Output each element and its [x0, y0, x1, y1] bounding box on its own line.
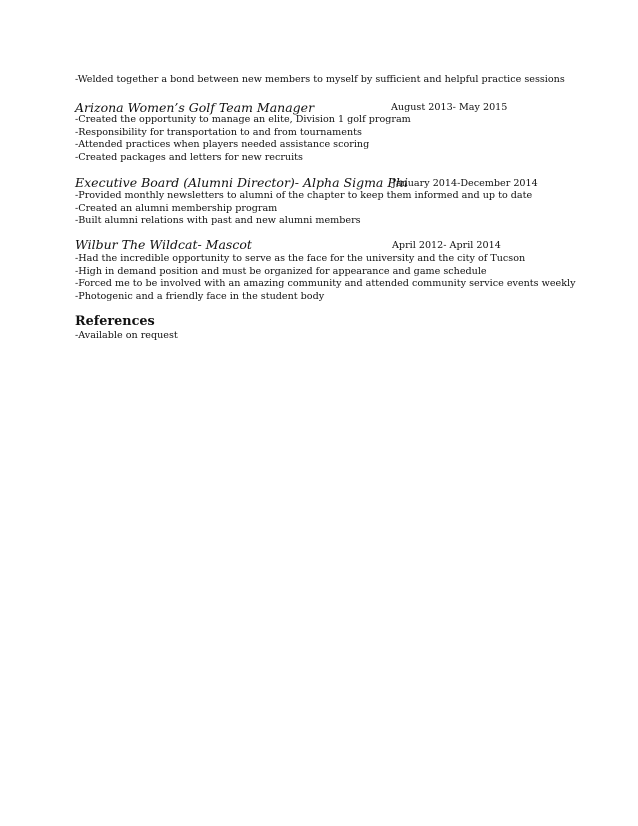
list-item: -Forced me to be involved with an amazing community and attended community service events weekly — [75, 278, 576, 290]
job-dates-executive-board: January 2014-December 2014 — [392, 178, 538, 189]
job-title-golf-manager: Arizona Women’s Golf Team Manager — [75, 100, 315, 115]
job-bullets-golf-manager — [75, 114, 411, 164]
list-item: -Responsibility for transportation to and from tournaments — [75, 126, 362, 138]
job-title-mascot: Wilbur The Wildcat- Mascot — [75, 237, 252, 252]
job-title-executive-board: Executive Board (Alumni Director)- Alpha Sigma Phi — [75, 175, 408, 190]
list-item: -Attended practices when players needed assistance scoring — [75, 139, 370, 151]
references-title: References — [75, 314, 155, 329]
job-bullets-mascot — [75, 253, 576, 303]
top-bullet-line: -Welded together a bond between new members to myself by sufficient and helpful practice sessions — [75, 74, 565, 85]
job-bullets-executive-board — [75, 190, 532, 228]
list-item: -High in demand position and must be organized for appearance and game schedule — [75, 265, 487, 277]
list-item: -Had the incredible opportunity to serve as the face for the university and the city of Tucson — [75, 253, 526, 264]
list-item: -Created the opportunity to manage an elite, Division 1 golf program — [75, 114, 411, 125]
list-item: -Created packages and letters for new recruits — [75, 151, 303, 163]
list-item: -Built alumni relations with past and new alumni members — [75, 215, 361, 227]
list-item: -Created an alumni membership program — [75, 202, 278, 214]
job-dates-mascot: April 2012- April 2014 — [392, 240, 501, 251]
references-text: -Available on request — [75, 330, 178, 341]
list-item: -Photogenic and a friendly face in the student body — [75, 290, 325, 302]
list-item: -Provided monthly newsletters to alumni of the chapter to keep them informed and up to date — [75, 190, 533, 201]
job-dates-golf-manager: August 2013- May 2015 — [391, 102, 508, 113]
